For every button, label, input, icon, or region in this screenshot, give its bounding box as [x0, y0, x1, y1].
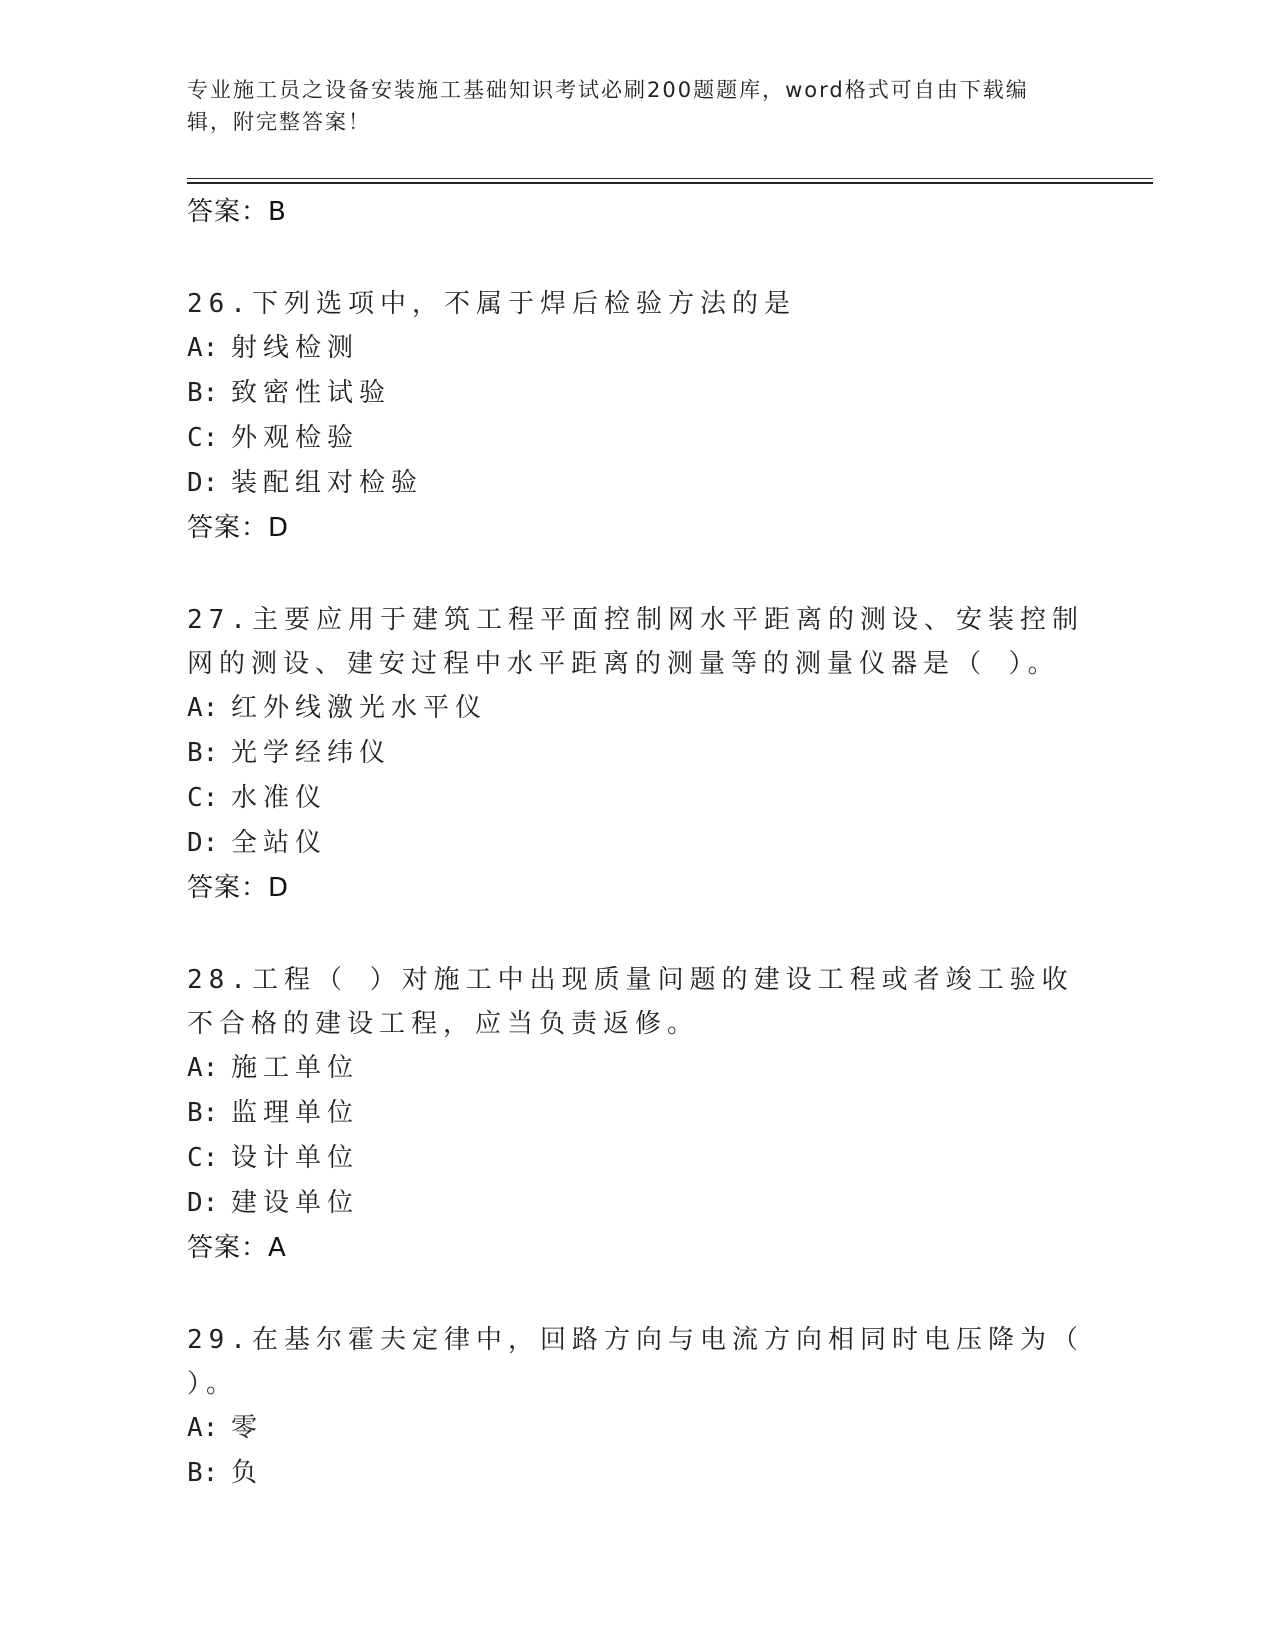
option-text: 红外线激光水平仪	[231, 693, 488, 723]
option-key: B:	[187, 378, 219, 408]
option-a	[187, 326, 1087, 371]
option-text: 水准仪	[231, 783, 328, 813]
option-key: B:	[187, 1098, 219, 1128]
option-text: 致密性试验	[231, 378, 392, 408]
question-text: 29.在基尔霍夫定律中，回路方向与电流方向相同时电压降为（ ）。	[187, 1325, 1084, 1399]
option-text: 负	[231, 1458, 264, 1488]
option-key: A:	[187, 1053, 219, 1083]
option-text: 光学经纬仪	[231, 738, 392, 768]
option-d	[187, 821, 1087, 866]
option-key: C:	[187, 423, 219, 453]
answer-line: 答案：D	[187, 873, 290, 903]
option-key: D:	[187, 828, 219, 858]
option-text: 监理单位	[231, 1098, 360, 1128]
option-text: 全站仪	[231, 828, 328, 858]
option-key: C:	[187, 1143, 219, 1173]
option-key: B:	[187, 738, 219, 768]
option-c	[187, 1136, 1087, 1181]
option-b	[187, 371, 1087, 416]
question-27	[187, 598, 1087, 910]
question-text: 26.下列选项中，不属于焊后检验方法的是	[187, 289, 796, 319]
option-c	[187, 416, 1087, 461]
option-c	[187, 776, 1087, 821]
option-text: 外观检验	[231, 423, 360, 453]
header-divider-thin	[187, 178, 1153, 179]
option-text: 装配组对检验	[231, 468, 424, 498]
option-a	[187, 686, 1087, 731]
answer-line: 答案：D	[187, 513, 290, 543]
option-text: 射线检测	[231, 333, 360, 363]
option-a	[187, 1046, 1087, 1091]
option-key: D:	[187, 468, 219, 498]
question-text: 27.主要应用于建筑工程平面控制网水平距离的测设、安装控制网的测设、建安过程中水平距离的测量等的测量仪器是（ ）。	[187, 605, 1084, 679]
header-divider-thick	[187, 182, 1153, 184]
answer-line: 答案：B	[187, 197, 287, 227]
option-key: B:	[187, 1458, 219, 1488]
option-d	[187, 461, 1087, 506]
answer-line: 答案：A	[187, 1233, 287, 1263]
option-key: C:	[187, 783, 219, 813]
question-26	[187, 282, 1087, 550]
option-b	[187, 731, 1087, 776]
option-text: 设计单位	[231, 1143, 360, 1173]
option-b	[187, 1091, 1087, 1136]
option-text: 施工单位	[231, 1053, 360, 1083]
option-b	[187, 1451, 1087, 1496]
option-key: D:	[187, 1188, 219, 1218]
option-d	[187, 1181, 1087, 1226]
option-key: A:	[187, 693, 219, 723]
question-text: 28.工程（ ）对施工中出现质量问题的建设工程或者竣工验收不合格的建设工程，应当负责返修。	[187, 965, 1074, 1039]
question-28	[187, 958, 1087, 1270]
option-key: A:	[187, 333, 219, 363]
option-a	[187, 1406, 1087, 1451]
document-header: 专业施工员之设备安装施工基础知识考试必刷200题题库，word格式可自由下载编辑，附完整答案！	[187, 78, 1029, 134]
question-list	[187, 190, 1087, 1496]
option-text: 建设单位	[231, 1188, 360, 1218]
option-key: A:	[187, 1413, 219, 1443]
option-text: 零	[231, 1413, 264, 1443]
question-29	[187, 1318, 1087, 1496]
